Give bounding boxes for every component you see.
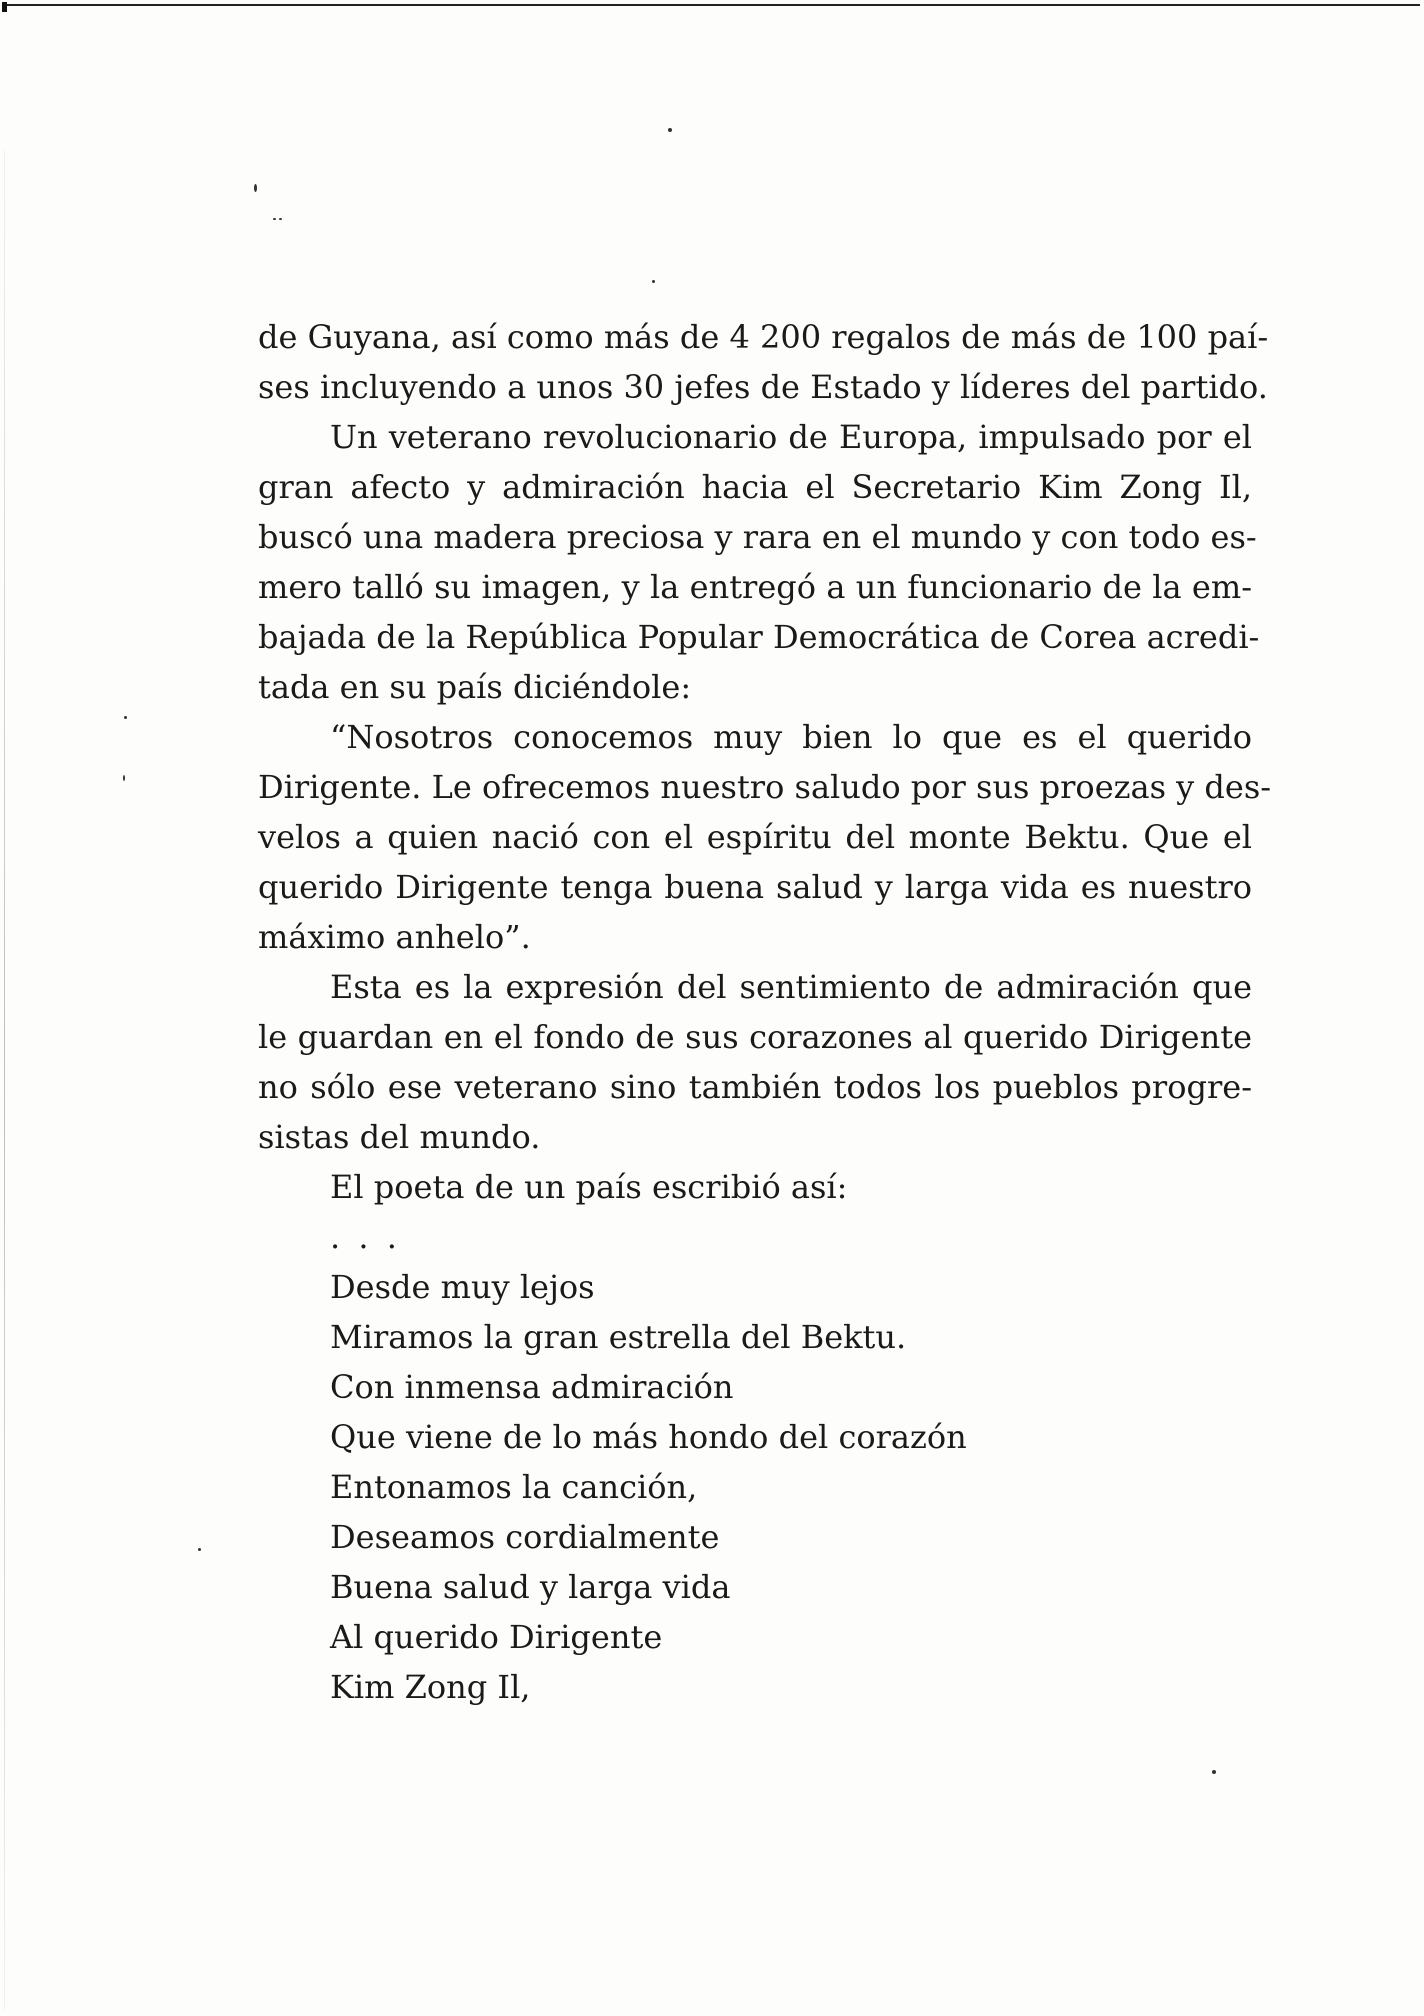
body-text <box>258 312 1272 1712</box>
poem-ellipsis: . . . <box>330 1218 401 1256</box>
scan-speck <box>668 128 672 132</box>
text-line: máximo anhelo”. <box>258 918 531 956</box>
scan-speck <box>273 218 276 220</box>
poem-line: Entonamos la canción, <box>330 1468 698 1506</box>
poem-line: Miramos la gran estrella del Bektu. <box>330 1318 907 1356</box>
text-line: mero talló su imagen, y la entregó a un funcionario de la em- <box>258 568 1252 606</box>
left-page-edge <box>4 150 5 2010</box>
text-line: Un veterano revolucionario de Europa, impulsado por el <box>330 418 1252 456</box>
poem-line: Al querido Dirigente <box>330 1618 663 1656</box>
scan-speck <box>198 1548 201 1551</box>
text-line: El poeta de un país escribió así: <box>330 1168 848 1206</box>
scan-speck <box>279 218 282 220</box>
poem-line: Deseamos cordialmente <box>330 1518 720 1556</box>
text-line: bajada de la República Popular Democrática de Corea acredi- <box>258 618 1260 656</box>
paragraph <box>258 312 1269 412</box>
text-line: velos a quien nació con el espíritu del monte Bektu. Que el <box>258 818 1252 856</box>
top-border-rule <box>4 4 1420 6</box>
poem-line: Que viene de lo más hondo del corazón <box>330 1418 967 1456</box>
scan-speck <box>254 184 257 192</box>
poem-line: Kim Zong Il, <box>330 1668 531 1706</box>
text-line: sistas del mundo. <box>258 1118 541 1156</box>
text-line: gran afecto y admiración hacia el Secretario Kim Zong Il, <box>258 468 1252 506</box>
scan-speck <box>124 716 127 719</box>
paragraph <box>258 412 1260 712</box>
text-line: tada en su país diciéndole: <box>258 668 692 706</box>
paragraph <box>258 712 1272 962</box>
poem-line: Buena salud y larga vida <box>330 1568 731 1606</box>
text-line: Dirigente. Le ofrecemos nuestro saludo por sus proezas y des- <box>258 768 1272 806</box>
text-line: no sólo ese veterano sino también todos los pueblos progre- <box>258 1068 1252 1106</box>
text-line: ses incluyendo a unos 30 jefes de Estado y líderes del partido. <box>258 368 1268 406</box>
text-line: le guardan en el fondo de sus corazones al querido Dirigente <box>258 1018 1252 1056</box>
scan-speck <box>652 280 655 283</box>
paragraph <box>258 962 1252 1162</box>
text-line: “Nosotros conocemos muy bien lo que es el querido <box>330 718 1252 756</box>
poem-line: Desde muy lejos <box>330 1268 595 1306</box>
corner-mark <box>2 2 7 12</box>
text-line: de Guyana, así como más de 4 200 regalos de más de 100 paí- <box>258 318 1269 356</box>
poem <box>258 1212 1252 1712</box>
scan-speck <box>1212 1770 1216 1774</box>
text-line: buscó una madera preciosa y rara en el mundo y con todo es- <box>258 518 1257 556</box>
text-line: Esta es la expresión del sentimiento de admiración que <box>330 968 1252 1006</box>
paragraph <box>258 1162 1252 1212</box>
scan-speck <box>123 775 125 781</box>
text-line: querido Dirigente tenga buena salud y larga vida es nuestro <box>258 868 1252 906</box>
poem-line: Con inmensa admiración <box>330 1368 734 1406</box>
